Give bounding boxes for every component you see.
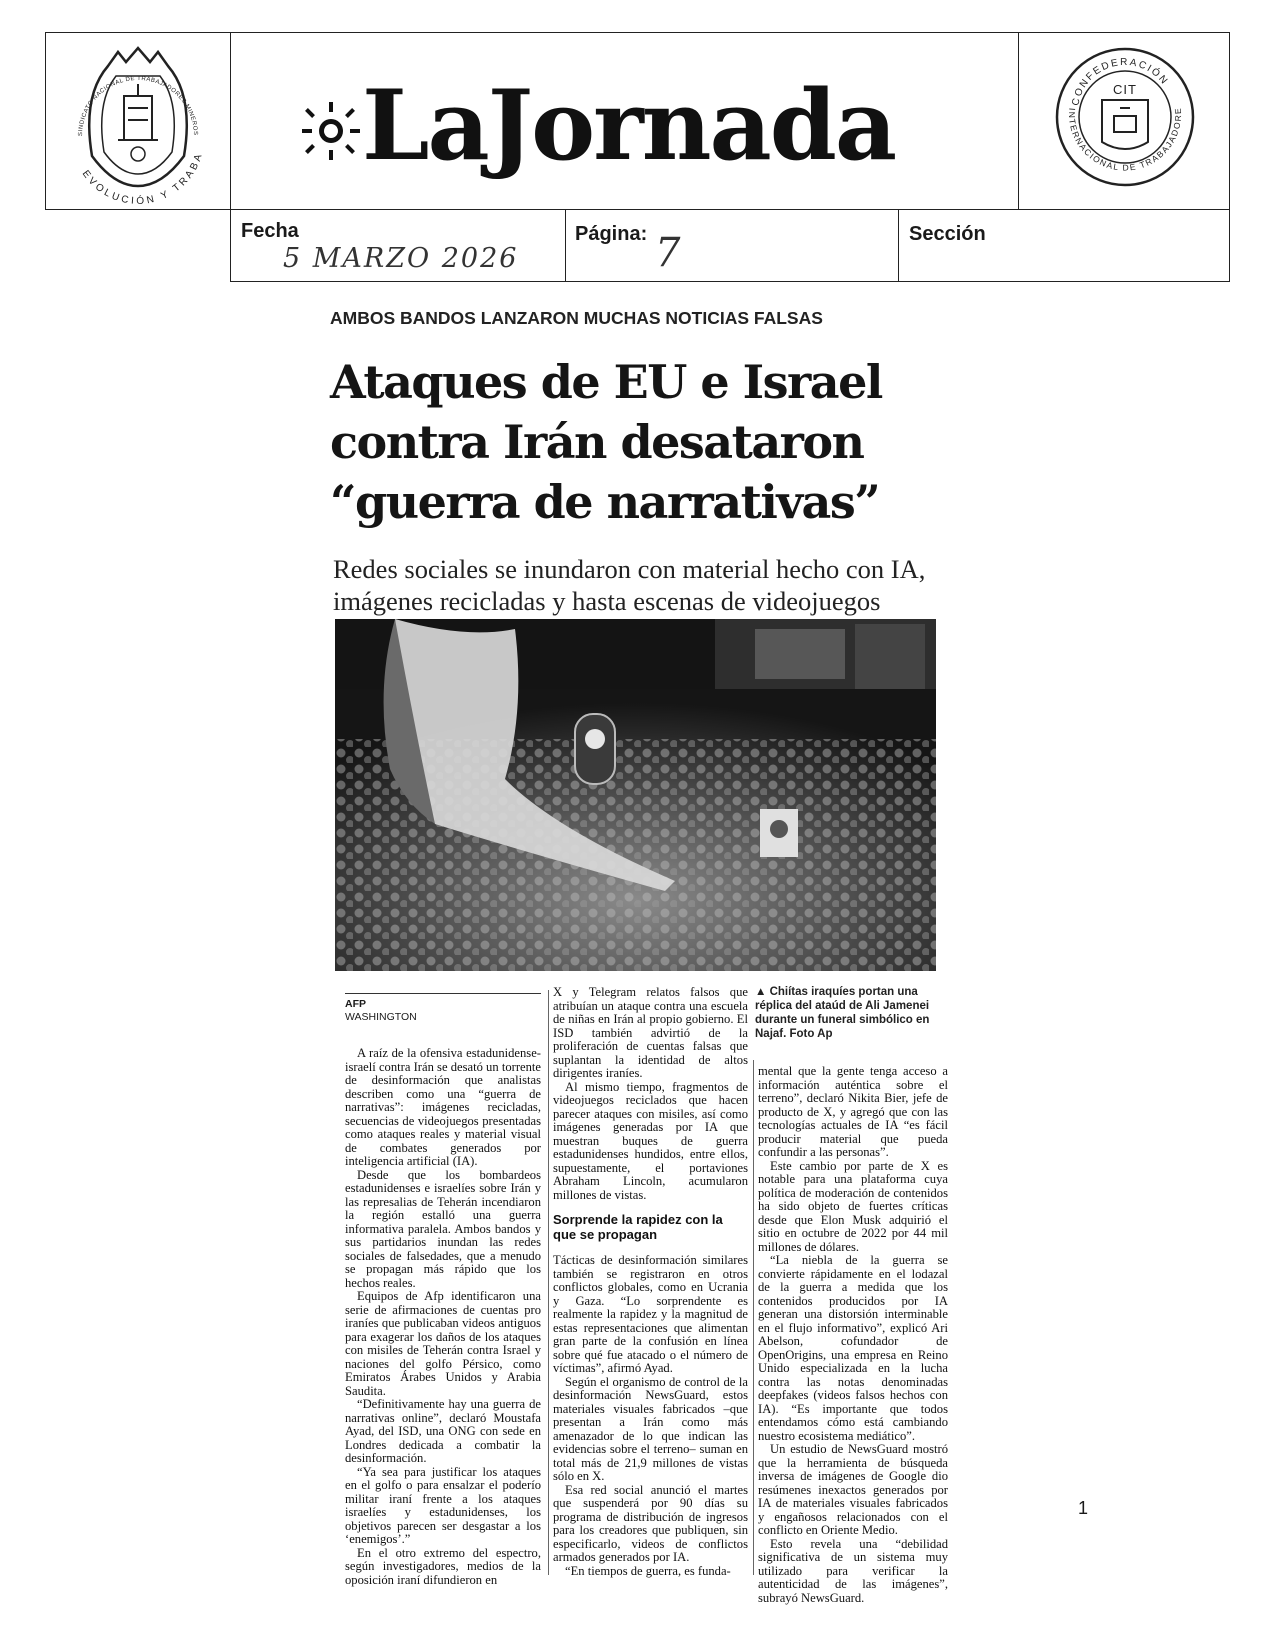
subheadline (333, 553, 953, 617)
byline-city: WASHINGTON (345, 1011, 417, 1023)
headline (330, 352, 930, 532)
paragraph: Tácticas de desinformación similares también se registraron en otros conflictos globales, como en Ucrania y Gaza. “Lo sorprendente es realmente la rapidez y la magnitud de estas representaciones que alimentan gran parte de la confusión en línea sobre qué fue atacado o el número de víctimas”, afirmó Ayad. (553, 1253, 748, 1375)
headline-line: contra Irán desataron (330, 415, 864, 469)
paragraph: “Definitivamente hay una guerra de narrativas online”, declaró Moustafa Ayad, del ISD, una ONG con sede en Londres dedicada a combatir la desinformación. (345, 1397, 541, 1465)
meta-divider-1 (565, 210, 566, 282)
article-column-2 (553, 986, 748, 1578)
fecha-label: Fecha (241, 220, 299, 242)
paragraph: Al mismo tiempo, fragmentos de videojuegos reciclados que hacen parecer ataques con misiles, así como imágenes generadas por IA que muestran buques de guerra estadunidenses hundidos, entre ellos, supuestamente, el portaviones Abraham Lincoln, acumularon millones de vistas. (553, 1079, 748, 1202)
svg-text:EVOLUCIÓN Y TRABAJO: EVOLUCIÓN Y TRABA (79, 150, 206, 208)
svg-text:CIT: CIT (1113, 82, 1137, 97)
svg-text:SINDICATO NACIONAL DE TRABAJAD: SINDICATO NACIONAL DE TRABAJADORES MINEROS (77, 75, 199, 137)
union-seal-logo (52, 36, 224, 208)
paragraph: “En tiempos de guerra, es funda- (565, 1563, 731, 1578)
fecha-value: 5 MARZO 2026 (283, 243, 519, 274)
paragraph: “La niebla de la guerra se convierte rápidamente en el lodazal de la guerra a medida que los contenidos producidos por IA generan una distorsión interminable en el flujo informativo”, explicó Ari Abelson, cofundador de OpenOrigins, una empresa en Reino Unido especializada en la lucha contra las notas denominadas deepfakes (videos falsos hechos con IA). “Es importante que todos entendamos cómo está cambiando nuestro ecosistema mediático”. (758, 1253, 948, 1443)
headline-line: Ataques de EU e Israel (330, 355, 882, 409)
paragraph: “Ya sea para justificar los ataques en el golfo o para ensalzar el poderío militar iraní frente a los ataques israelíes y estadunidenses, los objetivos parecen ser desgastar a los ‘enemigos’.” (345, 1464, 541, 1546)
column-rule-2 (753, 1060, 754, 1575)
byline (345, 998, 541, 1024)
paragraph: mental que la gente tenga acceso a información auténtica sobre el terreno”, declaró Nikita Bier, jefe de producto de X, y agregó que con las tecnologías actuales de IA “es fácil producir material que pueda confundir a las personas”. (758, 1064, 948, 1159)
svg-text:CONFEDERACIÓN: CONFEDERACIÓN (1070, 56, 1171, 107)
pagina-value: 7 (655, 230, 683, 276)
seccion-label: Sección (909, 223, 986, 245)
article-column-3 (758, 1065, 948, 1605)
paragraph: Un estudio de NewsGuard mostró que la herramienta de búsqueda inversa de imágenes de Google dio resúmenes inexactos generados por IA de materiales visuales fabricados y engañosos relacionados con el conflicto en Oriente Medio. (758, 1442, 948, 1537)
cit-seal-logo (1050, 42, 1200, 192)
article-column-1 (345, 1047, 541, 1587)
pagina-label: Página: (575, 223, 648, 245)
paragraph: Desde que los bombardeos estadunidenses e israelíes sobre Irán y las represalias de Teherán incendiaron la región estalló una guerra informativa paralela. Ambos bandos y sus partidarios inundan las redes sociales de falsedades, que a menudo se propagan más rápido que los hechos reales. (345, 1167, 541, 1290)
header-divider-right (1018, 32, 1019, 210)
column-rule-1 (548, 990, 549, 1575)
paragraph: Este cambio por parte de X es notable para una plataforma cuya política de moderación de contenidos ha sido objeto de fuertes críticas desde que Elon Musk adquirió el sitio en octubre de 2022 por 44 mil millones de dólares. (758, 1158, 948, 1254)
paragraph: Equipos de Afp identificaron una serie de afirmaciones de cuentas pro iraníes que publicaban videos antiguos para exagerar los daños de los ataques con misiles de Teherán contra Israel y naciones del golfo Pérsico, como Emiratos Árabes Unidos y Arabia Saudita. (345, 1289, 541, 1398)
photo-caption: ▲ Chiítas iraquíes portan una réplica del ataúd de Ali Jamenei durante un funeral simbólico en Najaf. Foto Ap (755, 986, 930, 1040)
paragraph: Esto revela una “debilidad significativa de un sistema muy utilizado para verificar la autenticidad de las imágenes”, subrayó NewsGuard. (758, 1536, 948, 1605)
meta-divider-2 (898, 210, 899, 282)
article-photo (335, 619, 936, 971)
subhead-line: Redes sociales se inundaron con material hecho con IA, (333, 554, 926, 584)
masthead-title: LaJornada (362, 69, 896, 182)
paragraph: X y Telegram relatos falsos que atribuían un ataque contra una escuela de niñas en Irán al propio gobierno. El ISD también advirtió de la proliferación de cuentas falsas que suplantan la identidad de altos dirigentes iraníes. (553, 985, 748, 1080)
paragraph: A raíz de la ofensiva estadunidense-israelí contra Irán se desató un torrente de desinformación que analistas describen como una “guerra de narrativas”: imágenes recicladas, secuencias de videojuegos presentadas como ataques reales y material visual de combates generados por inteligencia artificial (IA). (345, 1046, 541, 1168)
masthead (300, 70, 1000, 180)
byline-rule (345, 993, 541, 994)
paragraph: Según el organismo de control de la desinformación NewsGuard, estos materiales visuales fabricados –que presentan a Irán como más amenazador de lo que indican las evidencias sobre el terreno– suman en total más de 21,9 millones de vistas sólo en X. (553, 1374, 748, 1483)
page-number: 1 (1078, 1498, 1089, 1518)
paragraph: En el otro extremo del espectro, según investigadores, medios de la oposición iraní difundieron en (345, 1545, 541, 1587)
header-divider-left (230, 32, 231, 210)
headline-line: “guerra de narrativas” (330, 475, 880, 529)
byline-agency: AFP (345, 998, 366, 1010)
subhead-line: imágenes recicladas y hasta escenas de videojuegos (333, 586, 881, 616)
kicker: AMBOS BANDOS LANZARON MUCHAS NOTICIAS FALSAS (330, 308, 823, 328)
section-subtitle: Sorprende la rapidez con la que se propagan (553, 1212, 723, 1242)
paragraph: Esa red social anunció el martes que suspenderá por 90 días su programa de distribución de ingresos para los creadores que publiquen, sin especificarlo, videos de conflictos armados generados por IA. (553, 1482, 748, 1564)
svg-text:INTERNACIONAL DE TRABAJADORES: INTERNACIONAL DE TRABAJADORE (1066, 106, 1184, 173)
sun-logo-icon (300, 100, 362, 162)
